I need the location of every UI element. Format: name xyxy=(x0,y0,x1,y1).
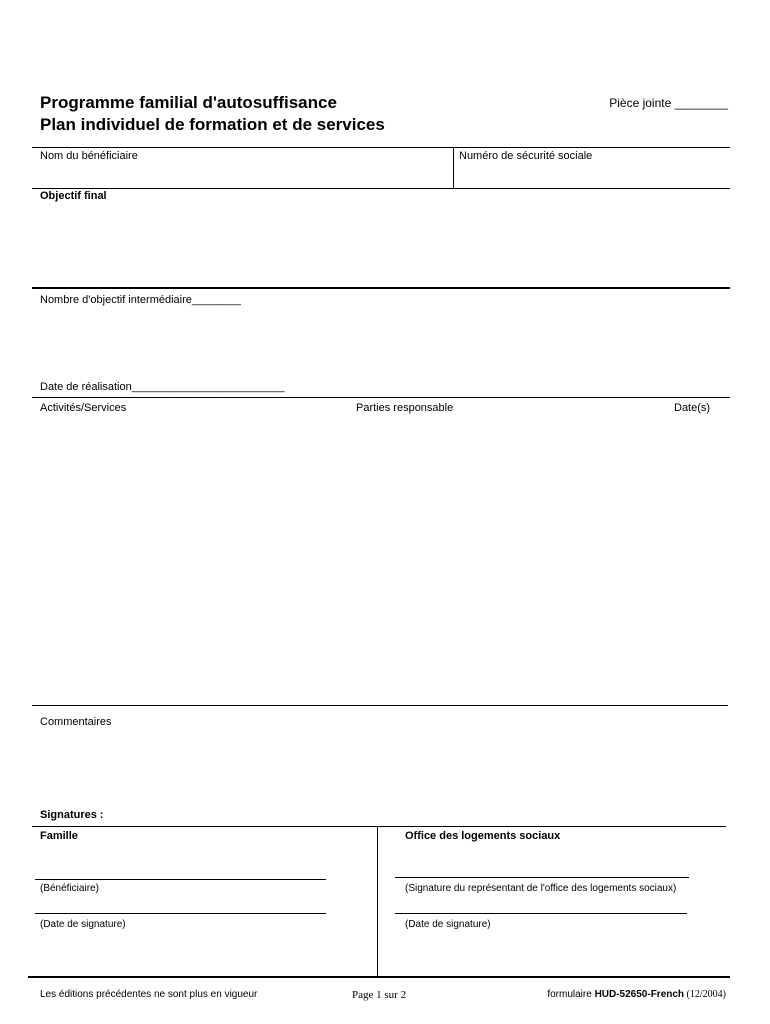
beneficiary-name-label: Nom du bénéficiaire xyxy=(40,150,138,162)
activities-column-header: Activités/Services xyxy=(40,402,127,414)
beneficiary-signature-line[interactable] xyxy=(35,879,326,880)
comments-label: Commentaires xyxy=(40,716,112,728)
intermediate-goal-count-field[interactable]: Nombre d'objectif intermédiaire________ xyxy=(40,294,241,306)
housing-office-heading: Office des logements sociaux xyxy=(405,830,561,842)
family-date-line[interactable] xyxy=(35,913,326,914)
divider xyxy=(28,976,730,978)
family-date-label: (Date de signature) xyxy=(40,919,126,930)
attachment-field[interactable]: Pièce jointe ________ xyxy=(609,96,728,110)
divider xyxy=(32,147,730,148)
representative-signature-line[interactable] xyxy=(395,877,689,878)
completion-date-field[interactable]: Date de réalisation_________________________ xyxy=(40,381,285,393)
beneficiary-signature-label: (Bénéficiaire) xyxy=(40,883,99,894)
dates-column-header: Date(s) xyxy=(674,402,711,414)
representative-signature-label: (Signature du représentant de l'office des logements sociaux) xyxy=(405,883,677,894)
form-date: (12/2004) xyxy=(684,989,726,1000)
office-date-label: (Date de signature) xyxy=(405,919,491,930)
divider xyxy=(377,826,378,977)
page-number: Page 1 sur 2 xyxy=(352,989,407,1001)
form-subtitle: Plan individuel de formation et de services xyxy=(40,115,385,134)
form-prefix: formulaire xyxy=(547,989,595,1000)
editions-note: Les éditions précédentes ne sont plus en vigueur xyxy=(40,989,258,1000)
ssn-label: Numéro de sécurité sociale xyxy=(459,150,593,162)
divider xyxy=(32,287,730,289)
family-heading: Famille xyxy=(40,830,78,842)
divider xyxy=(32,705,728,706)
office-date-line[interactable] xyxy=(395,913,687,914)
divider xyxy=(32,397,730,398)
signatures-heading: Signatures : xyxy=(40,809,104,821)
divider xyxy=(453,147,454,189)
divider xyxy=(32,826,726,827)
responsible-column-header: Parties responsable xyxy=(356,402,454,414)
final-goal-label: Objectif final xyxy=(40,190,107,202)
form-title: Programme familial d'autosuffisance xyxy=(40,93,337,112)
form-id: HUD-52650-French xyxy=(594,989,685,1000)
divider xyxy=(32,188,730,189)
form-number xyxy=(547,989,726,1000)
